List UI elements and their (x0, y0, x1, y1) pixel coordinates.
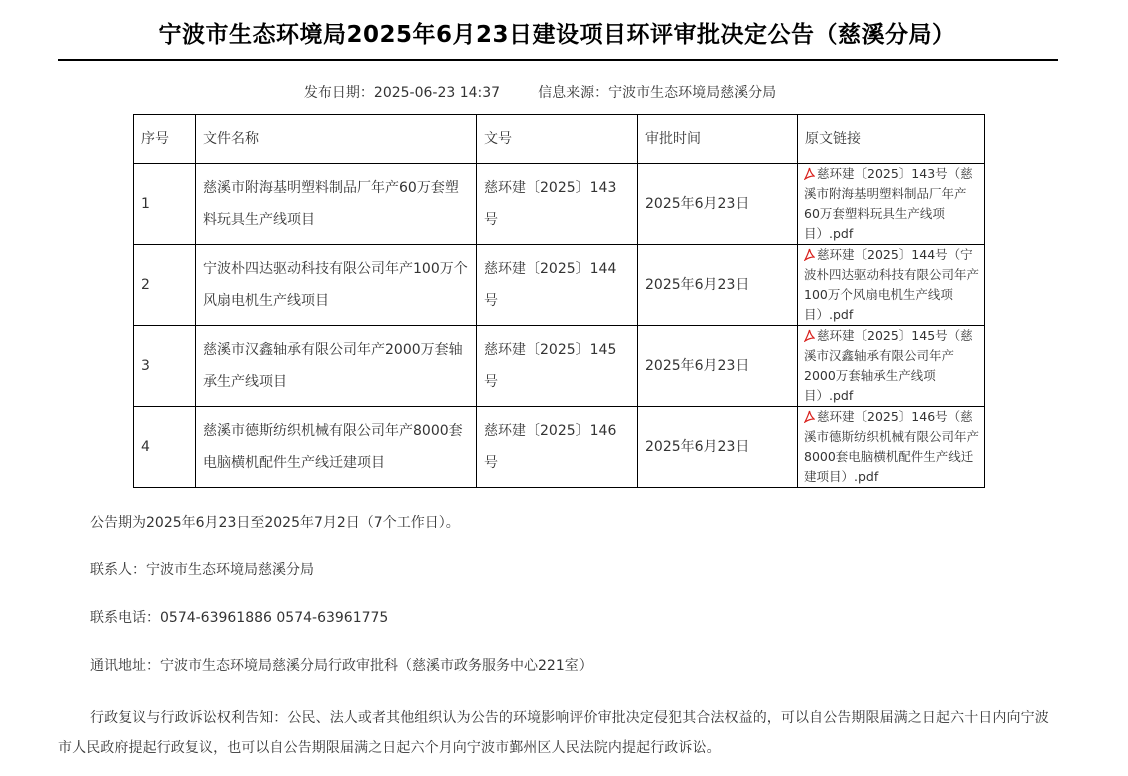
row-doc-number: 慈环建〔2025〕144号 (477, 245, 638, 326)
title-divider (58, 59, 1058, 61)
info-source: 信息来源：宁波市生态环境局慈溪分局 (538, 85, 777, 101)
row-approval-date: 2025年6月23日 (638, 164, 798, 245)
row-doc-number: 慈环建〔2025〕143号 (477, 164, 638, 245)
row-approval-date: 2025年6月23日 (638, 245, 798, 326)
header-index: 序号 (134, 115, 196, 164)
row-file-name: 慈溪市汉鑫轴承有限公司年产2000万套轴承生产线项目 (196, 326, 477, 407)
row-index: 2 (134, 245, 196, 326)
page-title: 宁波市生态环境局2025年6月23日建设项目环评审批决定公告（慈溪分局） (158, 22, 956, 48)
header-doc-number: 文号 (477, 115, 638, 164)
row-original-link-cell (798, 245, 985, 326)
contact-phone: 联系电话：0574-63961886 0574-63961775 (90, 610, 389, 626)
approval-table (133, 114, 985, 488)
pdf-icon (804, 167, 815, 180)
table-row (134, 245, 985, 326)
contact-person: 联系人：宁波市生态环境局慈溪分局 (90, 562, 314, 578)
row-original-link-cell (798, 326, 985, 407)
row-file-name: 宁波朴四达驱动科技有限公司年产100万个风扇电机生产线项目 (196, 245, 477, 326)
pdf-link-text: 慈环建〔2025〕146号（慈溪市德斯纺织机械有限公司年产8000套电脑横机配件生产线迁建项目）.pdf (804, 409, 980, 484)
table-row (134, 326, 985, 407)
legal-rights-notice: 行政复议与行政诉讼权利告知：公民、法人或者其他组织认为公告的环境影响评价审批决定侵犯其合法权益的，可以自公告期限届满之日起六十日内向宁波市人民政府提起行政复议，也可以自公告期限届满之日起六个月向宁波市鄞州区人民法院内提起行政诉讼。 (58, 710, 1049, 756)
row-file-name: 慈溪市德斯纺织机械有限公司年产8000套电脑横机配件生产线迁建项目 (196, 407, 477, 488)
row-approval-date: 2025年6月23日 (638, 407, 798, 488)
pdf-icon (804, 410, 815, 423)
pdf-download-link[interactable] (804, 166, 973, 241)
header-file-name: 文件名称 (196, 115, 477, 164)
header-original-link: 原文链接 (798, 115, 985, 164)
row-original-link-cell (798, 164, 985, 245)
pdf-download-link[interactable] (804, 328, 973, 403)
mailing-address: 通讯地址：宁波市生态环境局慈溪分局行政审批科（慈溪市政务服务中心221室） (90, 658, 593, 674)
row-index: 3 (134, 326, 196, 407)
row-doc-number: 慈环建〔2025〕145号 (477, 326, 638, 407)
pdf-icon (804, 248, 815, 261)
table-row (134, 407, 985, 488)
header-approval-date: 审批时间 (638, 115, 798, 164)
pdf-link-text: 慈环建〔2025〕145号（慈溪市汉鑫轴承有限公司年产2000万套轴承生产线项目）.pdf (804, 328, 973, 403)
row-index: 4 (134, 407, 196, 488)
row-file-name: 慈溪市附海基明塑料制品厂年产60万套塑料玩具生产线项目 (196, 164, 477, 245)
row-index: 1 (134, 164, 196, 245)
announcement-period: 公告期为2025年6月23日至2025年7月2日（7个工作日）。 (90, 515, 460, 531)
pdf-download-link[interactable] (804, 247, 979, 322)
row-approval-date: 2025年6月23日 (638, 326, 798, 407)
pdf-link-text: 慈环建〔2025〕143号（慈溪市附海基明塑料制品厂年产60万套塑料玩具生产线项目）.pdf (804, 166, 973, 241)
pdf-download-link[interactable] (804, 409, 979, 484)
table-header-row (134, 115, 985, 164)
publish-date: 发布日期：2025-06-23 14:37 (303, 85, 501, 101)
table-row (134, 164, 985, 245)
pdf-link-text: 慈环建〔2025〕144号（宁波朴四达驱动科技有限公司年产100万个风扇电机生产线项目）.pdf (804, 247, 980, 322)
row-original-link-cell (798, 407, 985, 488)
article-meta (0, 82, 1080, 102)
row-doc-number: 慈环建〔2025〕146号 (477, 407, 638, 488)
pdf-icon (804, 329, 815, 342)
